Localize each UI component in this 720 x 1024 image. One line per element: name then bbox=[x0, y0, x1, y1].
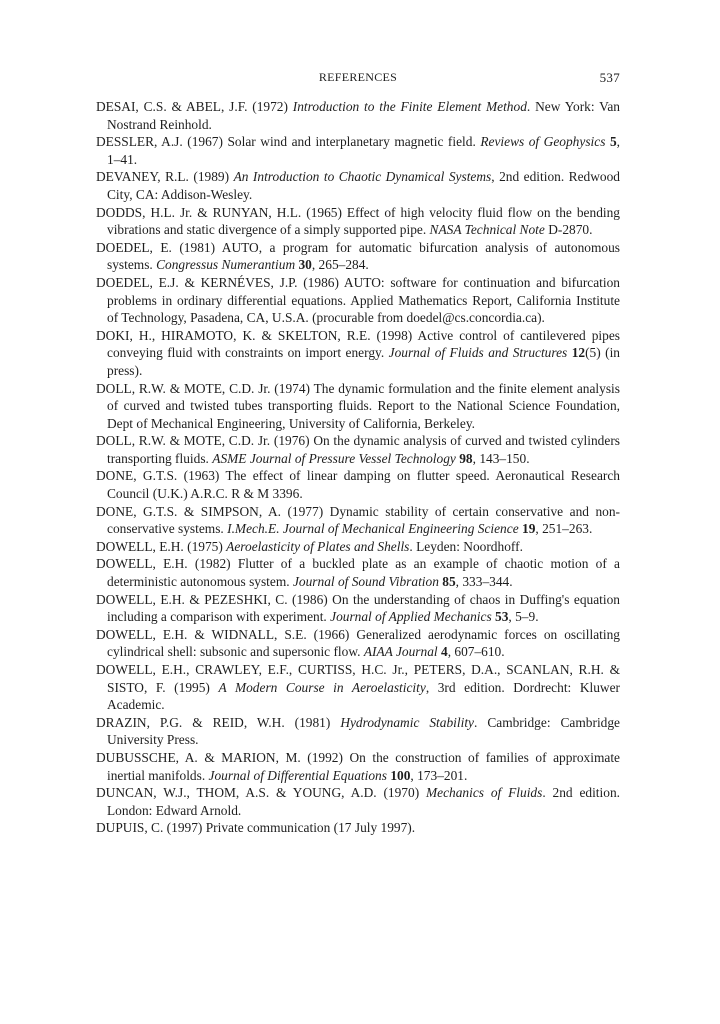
reference-authors: DODDS, H.L. Jr. & RUNYAN, H.L. (1965) Effect of high velocity fluid flow on the bending vibrations and static divergence of a simply supported pipe. bbox=[96, 204, 620, 238]
reference-authors: DOEDEL, E.J. & KERNÉVES, J.P. (1986) AUTO: software for continuation and bifurcation problems in ordinary differential equations. Applied Mathematics Report, California Institute of Technology, Pasadena, CA, U.S.A. (procurable from doedel@cs.concordia.ca). bbox=[96, 274, 620, 326]
reference-title: Mechanics of Fluids bbox=[426, 785, 543, 801]
reference-entry bbox=[96, 274, 620, 327]
reference-authors: DOLL, R.W. & MOTE, C.D. Jr. (1974) The dynamic formulation and the finite element analysis of curved and twisted tubes transporting fluids. Report to the National Science Foundation, Dept of Mechanical Engineering, University of California, Berkeley. bbox=[96, 380, 620, 431]
reference-authors: DOWELL, E.H., CRAWLEY, E.F., CURTISS, H.C. Jr., PETERS, D.A., SCANLAN, R.H. & SISTO, F. (1995) bbox=[96, 662, 620, 695]
reference-title: ASME Journal of Pressure Vessel Technology bbox=[212, 450, 456, 466]
reference-volume: 100 bbox=[390, 767, 411, 783]
reference-authors: DESAI, C.S. & ABEL, J.F. (1972) bbox=[96, 99, 293, 114]
reference-entry bbox=[96, 784, 620, 819]
reference-authors: DOWELL, E.H. (1975) bbox=[96, 538, 227, 554]
reference-authors: DEVANEY, R.L. (1989) bbox=[96, 169, 234, 185]
reference-detail: , 5–9. bbox=[508, 609, 539, 625]
reference-volume: 53 bbox=[495, 609, 509, 625]
reference-entry bbox=[96, 749, 620, 784]
reference-authors: DUPUIS, C. (1997) Private communication (17 July 1997). bbox=[96, 820, 416, 836]
reference-entry bbox=[96, 133, 620, 168]
reference-authors: DRAZIN, P.G. & REID, W.H. (1981) bbox=[96, 714, 341, 730]
reference-title: Congressus Numerantium bbox=[156, 257, 296, 273]
reference-authors: DESSLER, A.J. (1967) Solar wind and interplanetary magnetic field. bbox=[96, 134, 481, 150]
reference-detail: , 251–263. bbox=[535, 521, 593, 537]
reference-authors: DOWELL, E.H. & WIDNALL, S.E. (1966) Generalized aerodynamic forces on oscillating cylindrical shell: subsonic and supersonic flow. bbox=[96, 626, 620, 660]
reference-entry bbox=[96, 555, 620, 590]
reference-entry bbox=[96, 591, 620, 626]
reference-title: I.Mech.E. Journal of Mechanical Engineering Science bbox=[227, 521, 519, 537]
reference-entry bbox=[96, 432, 620, 467]
reference-authors: DOEDEL, E. (1981) AUTO, a program for automatic bifurcation analysis of autonomous systems. bbox=[96, 239, 620, 273]
reference-entry bbox=[96, 714, 620, 749]
reference-title: Journal of Differential Equations bbox=[208, 767, 387, 783]
reference-entry bbox=[96, 168, 620, 203]
reference-entry bbox=[96, 204, 620, 239]
reference-authors: DOKI, H., HIRAMOTO, K. & SKELTON, R.E. (1998) Active control of cantilevered pipes conveying fluid with constraints on import energy. bbox=[96, 327, 620, 361]
reference-authors: DONE, G.T.S. & SIMPSON, A. (1977) Dynamic stability of certain conservative and non-conservative systems. bbox=[96, 503, 620, 537]
reference-detail: , 607–610. bbox=[447, 644, 505, 660]
reference-entry bbox=[96, 380, 620, 433]
page-number: 537 bbox=[599, 70, 620, 85]
reference-detail: , 2nd edition. Redwood City, CA: Addison-Wesley. bbox=[107, 169, 621, 202]
reference-detail: D-2870. bbox=[544, 222, 593, 238]
reference-detail: , 143–150. bbox=[472, 450, 530, 466]
reference-entry bbox=[96, 661, 620, 714]
reference-detail: . New York: Van Nostrand Reinhold. bbox=[107, 99, 621, 132]
page-header bbox=[96, 70, 620, 88]
reference-title: AIAA Journal bbox=[363, 644, 438, 660]
reference-entry bbox=[96, 503, 620, 538]
reference-detail: , 1–41. bbox=[107, 134, 621, 167]
running-head: REFERENCES bbox=[318, 70, 398, 84]
reference-list bbox=[96, 98, 620, 837]
reference-volume: 12 bbox=[571, 345, 586, 361]
reference-title: Journal of Fluids and Structures bbox=[388, 345, 568, 361]
reference-title: Hydrodynamic Stability bbox=[340, 714, 474, 730]
reference-authors: DOLL, R.W. & MOTE, C.D. Jr. (1976) On the dynamic analysis of curved and twisted cylinders transporting fluids. bbox=[96, 433, 620, 466]
reference-title: Reviews of Geophysics bbox=[480, 134, 606, 150]
reference-volume: 30 bbox=[298, 257, 312, 273]
reference-detail: , 173–201. bbox=[410, 767, 468, 783]
reference-title: NASA Technical Note bbox=[429, 222, 545, 238]
reference-title: Introduction to the Finite Element Method bbox=[292, 99, 527, 114]
reference-detail: , 333–344. bbox=[455, 574, 513, 590]
reference-volume: 4 bbox=[440, 644, 448, 660]
reference-authors: DUNCAN, W.J., THOM, A.S. & YOUNG, A.D. (1970) bbox=[96, 785, 426, 801]
reference-entry bbox=[96, 467, 620, 502]
reference-detail: (5) (in press). bbox=[107, 345, 620, 378]
reference-title: Journal of Sound Vibration bbox=[292, 574, 439, 590]
reference-volume: 85 bbox=[442, 574, 456, 590]
reference-detail: . Leyden: Noordhoff. bbox=[409, 538, 523, 554]
reference-detail: . 2nd edition. London: Edward Arnold. bbox=[107, 785, 620, 818]
reference-entry bbox=[96, 327, 620, 380]
reference-entry bbox=[96, 538, 620, 556]
reference-authors: DOWELL, E.H. (1982) Flutter of a buckled plate as an example of chaotic motion of a deterministic autonomous system. bbox=[96, 556, 620, 590]
reference-entry bbox=[96, 239, 620, 274]
reference-title: An Introduction to Chaotic Dynamical Systems bbox=[233, 169, 492, 185]
reference-detail: , 265–284. bbox=[311, 257, 369, 273]
reference-entry bbox=[96, 819, 620, 837]
reference-title: A Modern Course in Aeroelasticity bbox=[218, 679, 426, 695]
reference-volume: 19 bbox=[522, 521, 536, 537]
reference-title: Aeroelasticity of Plates and Shells bbox=[226, 538, 410, 554]
reference-authors: DOWELL, E.H. & PEZESHKI, C. (1986) On the understanding of chaos in Duffing's equation including a comparison with experiment. bbox=[96, 591, 620, 625]
reference-detail: . Cambridge: Cambridge University Press. bbox=[107, 714, 621, 748]
reference-volume: 98 bbox=[459, 450, 473, 466]
reference-entry bbox=[96, 626, 620, 661]
reference-authors: DONE, G.T.S. (1963) The effect of linear damping on flutter speed. Aeronautical Research Council (U.K.) A.R.C. R & M 3396. bbox=[96, 468, 620, 502]
reference-detail: , 3rd edition. Dordrecht: Kluwer Academic. bbox=[107, 679, 620, 713]
reference-entry bbox=[96, 98, 620, 133]
reference-authors: DUBUSSCHE, A. & MARION, M. (1992) On the construction of families of approximate inertial manifolds. bbox=[96, 749, 620, 783]
reference-title: Journal of Applied Mechanics bbox=[330, 609, 492, 625]
reference-volume: 5 bbox=[609, 134, 617, 150]
